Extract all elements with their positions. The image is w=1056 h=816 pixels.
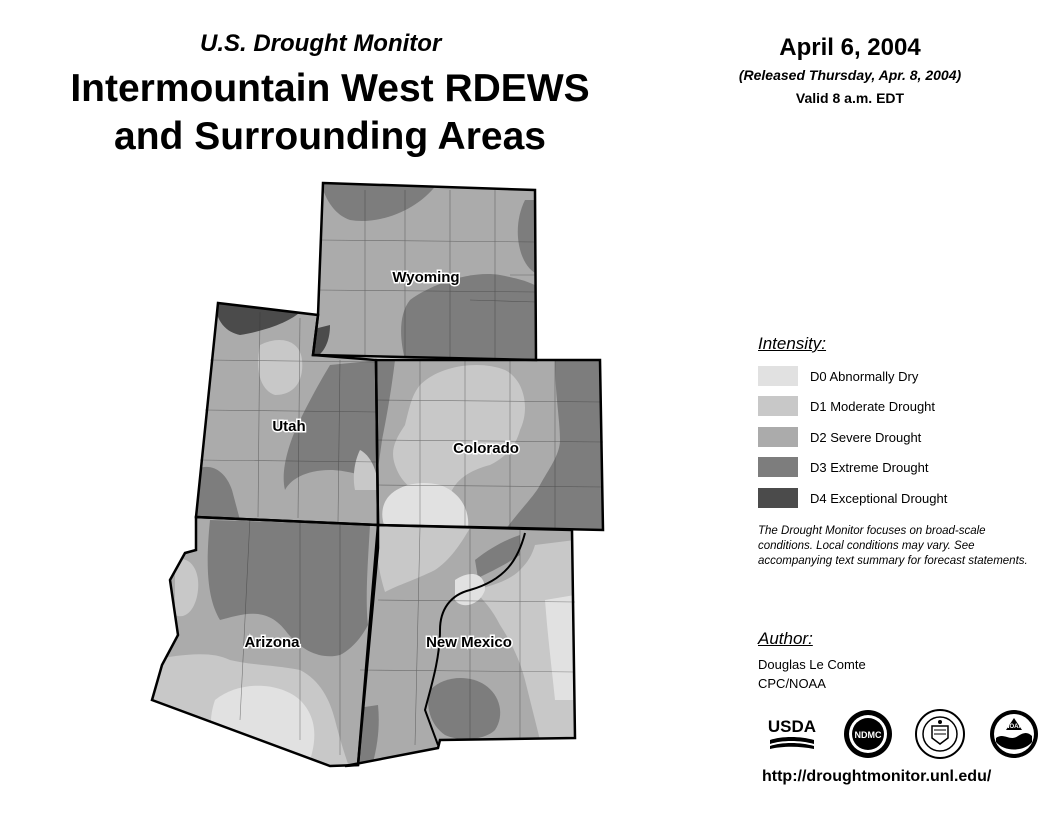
state-label-arizona: Arizona: [244, 634, 300, 651]
department-of-commerce-seal-icon: [914, 708, 966, 760]
legend-swatch-d1: [758, 396, 798, 416]
legend-title: Intensity:: [758, 334, 827, 353]
map-date: April 6, 2004: [779, 34, 921, 61]
svg-text:NOAA: NOAA: [1005, 724, 1023, 730]
state-label-new-mexico: New Mexico: [426, 634, 512, 651]
state-label-utah: Utah: [272, 418, 306, 435]
legend-swatch-d4: [758, 488, 798, 508]
legend-item-d0: [758, 366, 918, 386]
legend-label-d1: D1 Moderate Drought: [810, 398, 936, 414]
legend-item-d2: [758, 427, 921, 447]
legend-item-d1: [758, 396, 935, 416]
website-link[interactable]: http://droughtmonitor.unl.edu/: [762, 768, 992, 785]
page-title-line2: and Surrounding Areas: [114, 115, 546, 158]
legend-label-d4: D4 Exceptional Drought: [810, 490, 948, 506]
usda-logo-icon: [766, 708, 818, 760]
legend-label-d0: D0 Abnormally Dry: [810, 368, 919, 384]
valid-time: Valid 8 a.m. EDT: [795, 90, 905, 106]
legend-item-d3: [758, 457, 929, 477]
legend-label-d3: D3 Extreme Drought: [810, 459, 929, 475]
ndmc-logo-icon: [842, 708, 894, 760]
release-date: (Released Thursday, Apr. 8, 2004): [738, 67, 962, 83]
svg-text:NDMC: NDMC: [854, 730, 882, 740]
subtitle: U.S. Drought Monitor: [200, 30, 442, 57]
disclaimer-note: The Drought Monitor focuses on broad-scale conditions. Local conditions may vary. See accompanying text summary for forecast statements.: [758, 525, 1028, 567]
legend-item-d4: [758, 488, 947, 508]
page-title-line1: Intermountain West RDEWS: [70, 67, 590, 110]
noaa-logo-icon: [988, 708, 1040, 760]
legend-swatch-d2: [758, 427, 798, 447]
legend-swatch-d0: [758, 366, 798, 386]
legend-label-d2: D2 Severe Drought: [810, 429, 922, 445]
author-title: Author:: [758, 629, 813, 648]
author-name: Douglas Le Comte: [758, 657, 866, 672]
legend-swatch-d3: [758, 457, 798, 477]
state-label-colorado: Colorado: [453, 440, 519, 457]
state-label-wyoming: Wyoming: [392, 269, 460, 286]
author-org: CPC/NOAA: [758, 676, 826, 691]
svg-text:USDA: USDA: [767, 717, 817, 736]
